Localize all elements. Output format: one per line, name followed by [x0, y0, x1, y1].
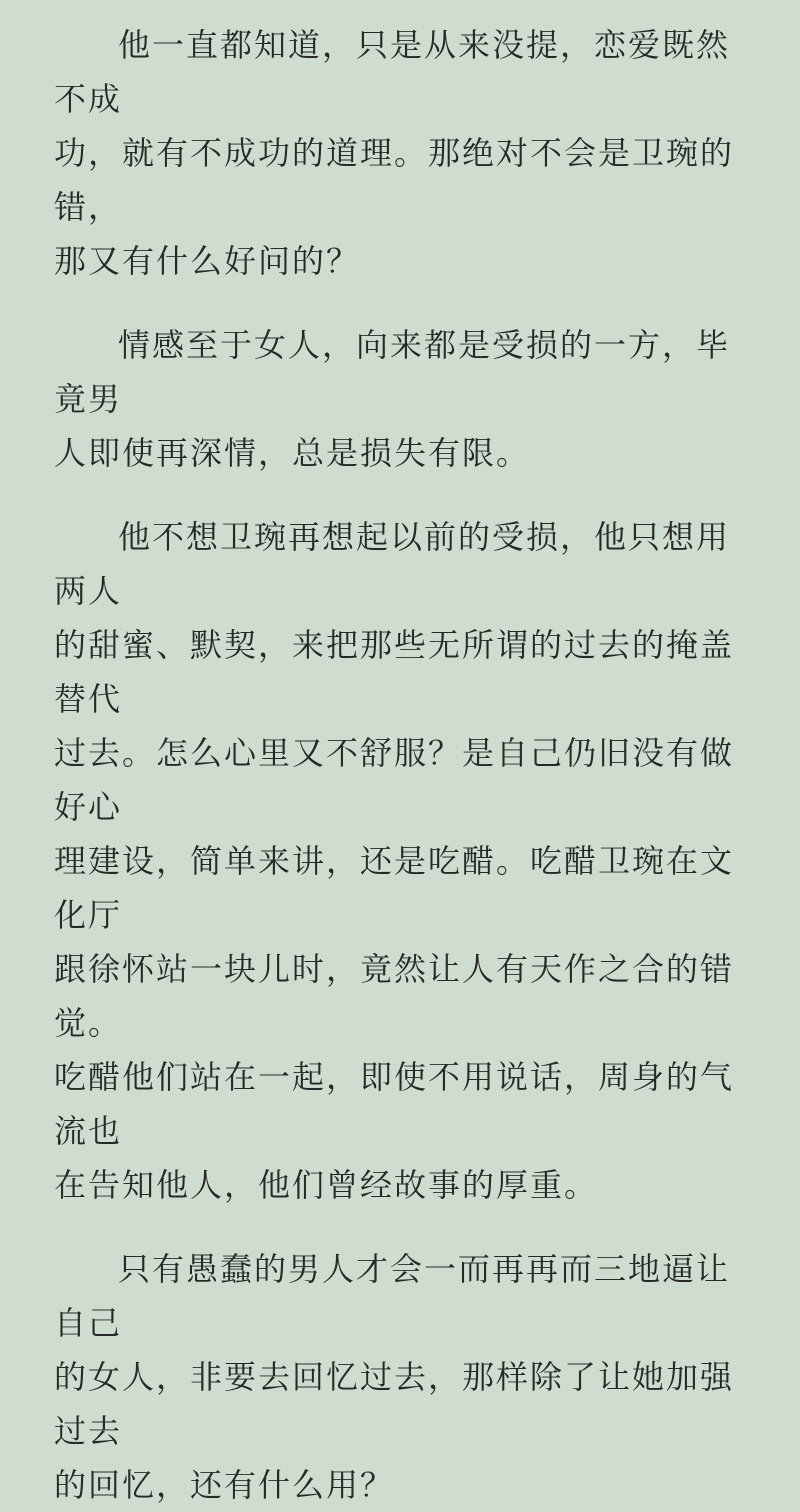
paragraph-1: 他一直都知道，只是从来没提，恋爱既然不成 功，就有不成功的道理。那绝对不会是卫琬的错， 那又有什么好问的？ [54, 26, 735, 280]
paragraph-2: 情感至于女人，向来都是受损的一方，毕竟男 人即使再深情，总是损失有限。 [54, 326, 731, 472]
paragraph-4: 只有愚蠢的男人才会一而再再而三地逼让自己 的女人，非要去回忆过去，那样除了让她加强过去 的回忆，还有什么用？ [54, 1250, 735, 1504]
paragraph-3: 他不想卫琬再想起以前的受损，他只想用两人 的甜蜜、默契，来把那些无所谓的过去的掩盖替代 过去。怎么心里又不舒服？是自己仍旧没有做好心 理建设，简单来讲，还是吃醋。吃醋卫琬在文化厅 跟徐怀站一块儿时，竟然让人有天作之合的错觉。 吃醋他们站在一起，即使不用说话，周身的气流也 在告知他人，他们曾经故事的厚重。 [54, 518, 735, 1204]
